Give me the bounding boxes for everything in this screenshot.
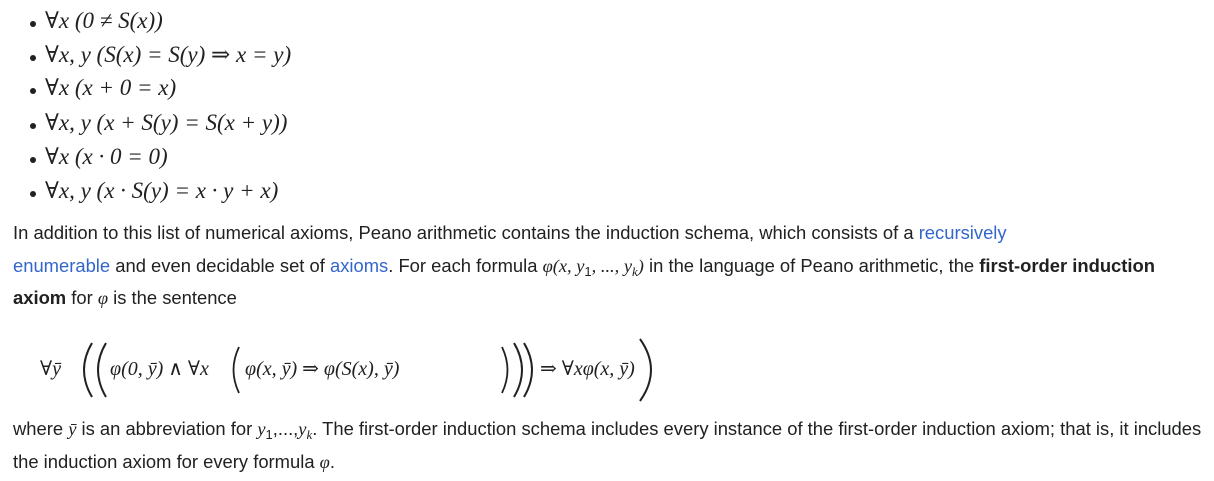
formula-args: (x, y [552, 255, 585, 276]
axiom-formula: ∀x (x · 0 = 0) [45, 144, 168, 169]
axiom-formula: ∀x, y (x + S(y) = S(x + y)) [45, 110, 288, 135]
text: . [329, 450, 335, 472]
phi-symbol: φ [97, 288, 109, 308]
subscript: k [632, 263, 638, 279]
text: . The first-order induction schema includes every instance of the first-order induction axiom; that is, it includes the induction axiom for every formula [13, 418, 1202, 472]
text: ,..., [272, 418, 299, 439]
y-var: y [298, 419, 307, 439]
subscript: 1 [265, 427, 273, 442]
paragraph-induction-intro [13, 217, 1203, 315]
paren-outer-left [84, 343, 92, 397]
bullet [30, 157, 36, 163]
paren-inner-right [502, 347, 508, 393]
subscript: 1 [584, 263, 592, 279]
formula-part1: φ(0, ȳ) ∧ ∀x [110, 358, 209, 380]
phi-symbol: φ [319, 451, 330, 472]
paren-inner-left [234, 347, 240, 393]
bullet [30, 191, 36, 197]
ybar-symbol: ȳ [68, 419, 77, 439]
bullet [30, 55, 36, 61]
bullet [30, 88, 36, 94]
formula-part2: φ(x, ȳ) ⇒ φ(S(x), ȳ) [245, 358, 400, 380]
formula-args: , ..., y [591, 255, 633, 276]
induction-axiom-formula [40, 335, 680, 405]
text: In addition to this list of numerical axioms, Peano arithmetic contains the induction schema, which consists of a [13, 222, 919, 243]
link-text[interactable]: recursively [918, 222, 1007, 243]
formula-args: ) [637, 255, 644, 276]
text: is an abbreviation for [76, 418, 258, 439]
formula-part3: ⇒ ∀xφ(x, ȳ) [540, 358, 635, 380]
text: for [66, 287, 98, 308]
link-axioms[interactable]: axioms [329, 254, 389, 276]
paren-right-2 [524, 343, 532, 397]
paren-right [514, 343, 522, 397]
subscript: k [306, 427, 313, 442]
axiom-formula: ∀x, y (S(x) = S(y) ⇒ x = y) [45, 42, 292, 67]
text: in the language of Peano arithmetic, the [643, 254, 980, 276]
bullet [30, 123, 36, 129]
formula-svg [40, 335, 680, 405]
paragraph-induction-schema [13, 413, 1203, 478]
axiom-formula: ∀x (x + 0 = x) [45, 75, 177, 100]
axiom-formula: ∀x, y (x · S(y) = x · y + x) [45, 178, 279, 203]
text: is the sentence [108, 287, 237, 308]
text: where [13, 418, 69, 439]
forall-ybar: ∀ȳ [40, 358, 61, 380]
paren-outer-right [640, 339, 651, 401]
phi-symbol: φ [542, 255, 553, 276]
bold-term: first-order induction axiom [13, 254, 1155, 308]
bullet [30, 21, 36, 27]
link-text[interactable]: enumerable [13, 254, 111, 276]
text: . For each formula [388, 254, 543, 276]
text: and even decidable set of [110, 254, 330, 276]
y-var: y [257, 419, 266, 439]
axiom-formula: ∀x (0 ≠ S(x)) [45, 8, 163, 33]
paren-left [98, 343, 106, 397]
